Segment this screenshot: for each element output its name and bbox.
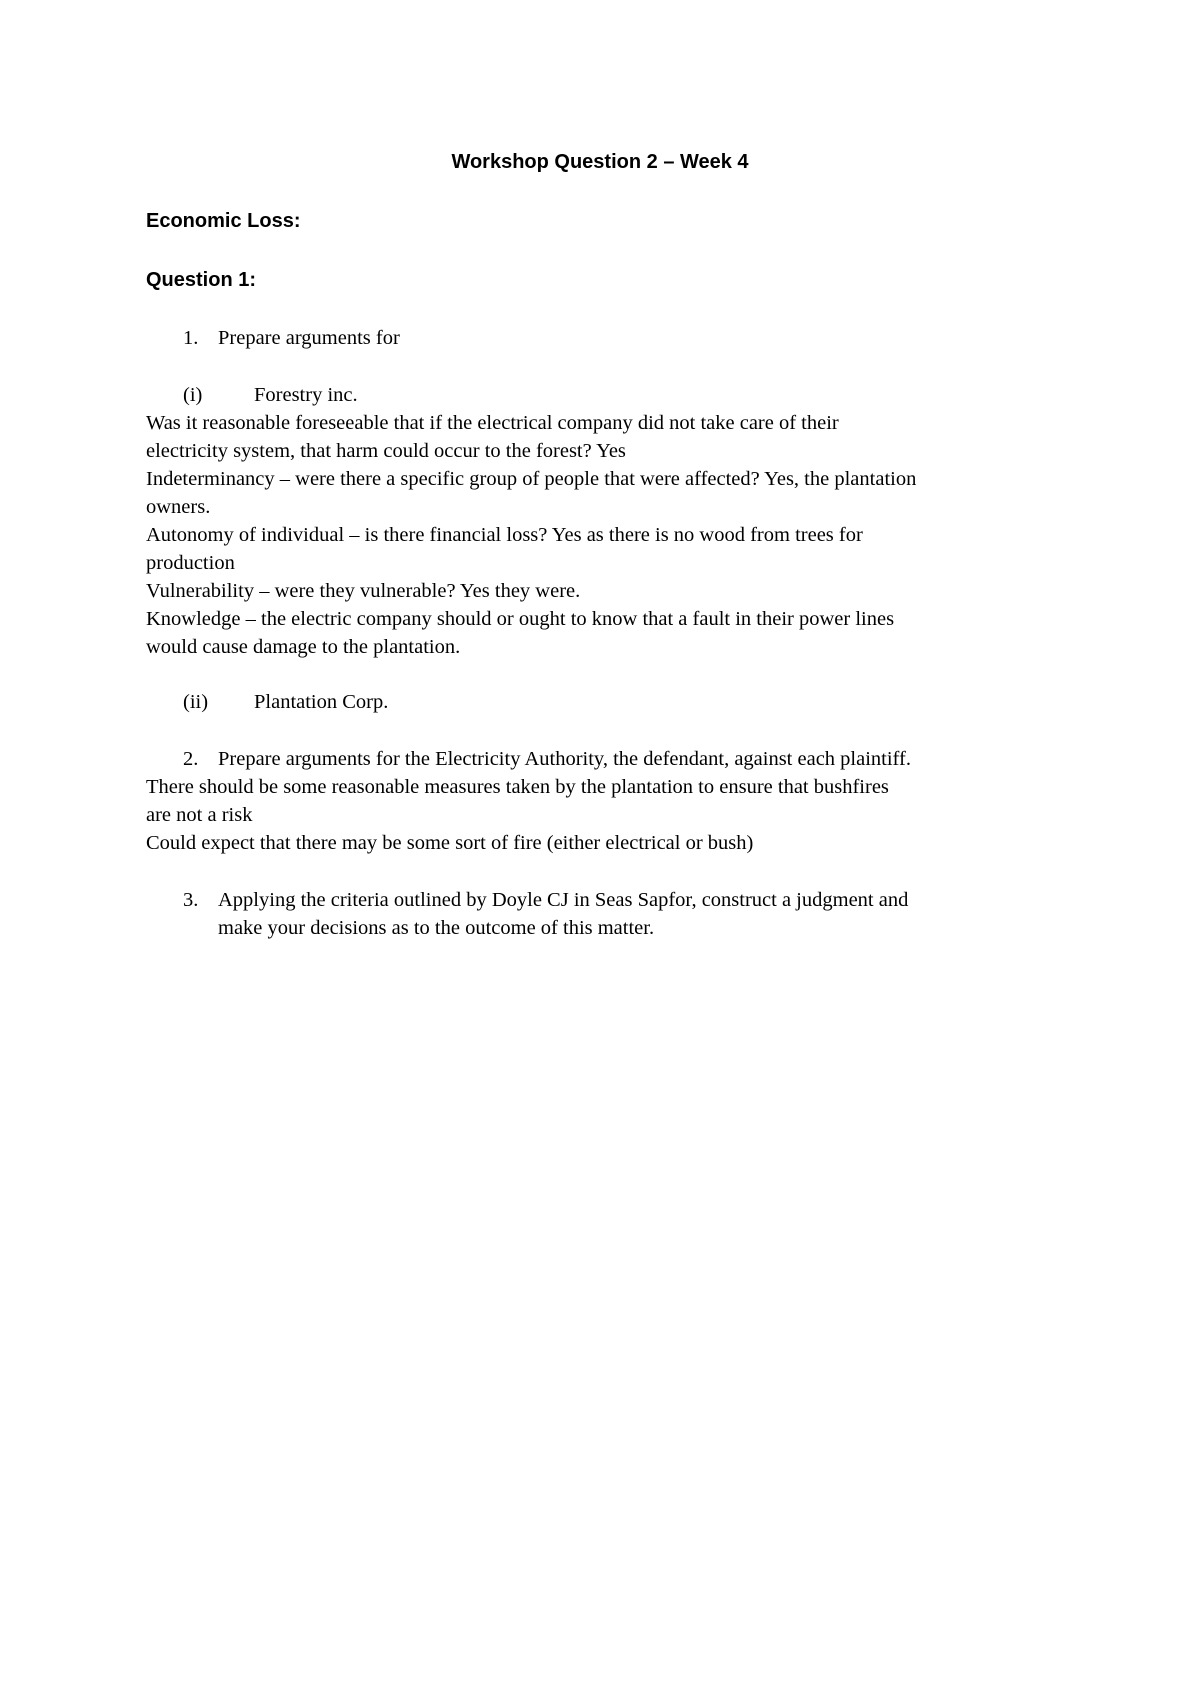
- forestry-note-line: electricity system, that harm could occur to the forest? Yes: [146, 440, 626, 462]
- defendant-notes: [146, 773, 1086, 857]
- item-3-text: [218, 886, 908, 942]
- subitem-ii-text: Plantation Corp.: [254, 691, 389, 713]
- forestry-notes: [146, 409, 1086, 661]
- subitem-ii-number: (ii): [183, 691, 209, 713]
- forestry-note-line: production: [146, 552, 235, 574]
- item-3-line: make your decisions as to the outcome of this matter.: [218, 917, 655, 939]
- item-3-number: 3.: [183, 889, 199, 911]
- subitem-i-number: (i): [183, 384, 203, 406]
- forestry-note-line: would cause damage to the plantation.: [146, 636, 461, 658]
- forestry-note-line: Autonomy of individual – is there financial loss? Yes as there is no wood from trees for: [146, 524, 863, 546]
- forestry-note-line: Was it reasonable foreseeable that if the electrical company did not take care of their: [146, 412, 839, 434]
- defendant-note-line: are not a risk: [146, 804, 253, 826]
- question-heading: Question 1:: [146, 269, 257, 291]
- document-title: Workshop Question 2 – Week 4: [451, 151, 749, 173]
- item-1-number: 1.: [183, 327, 199, 349]
- defendant-note-line: Could expect that there may be some sort of fire (either electrical or bush): [146, 832, 754, 854]
- defendant-note-line: There should be some reasonable measures taken by the plantation to ensure that bushfires: [146, 776, 889, 798]
- forestry-note-line: Vulnerability – were they vulnerable? Yes they were.: [146, 580, 581, 602]
- forestry-note-line: owners.: [146, 496, 211, 518]
- forestry-note-line: Knowledge – the electric company should or ought to know that a fault in their power lines: [146, 608, 895, 630]
- item-2-number: 2.: [183, 748, 199, 770]
- subitem-i-text: Forestry inc.: [254, 384, 358, 406]
- item-1-text: Prepare arguments for: [218, 327, 400, 349]
- section-heading: Economic Loss:: [146, 210, 301, 232]
- item-2-text: Prepare arguments for the Electricity Authority, the defendant, against each plaintiff.: [218, 748, 911, 770]
- forestry-note-line: Indeterminancy – were there a specific group of people that were affected? Yes, the plantation: [146, 468, 917, 490]
- item-3-line: Applying the criteria outlined by Doyle CJ in Seas Sapfor, construct a judgment and: [218, 889, 909, 911]
